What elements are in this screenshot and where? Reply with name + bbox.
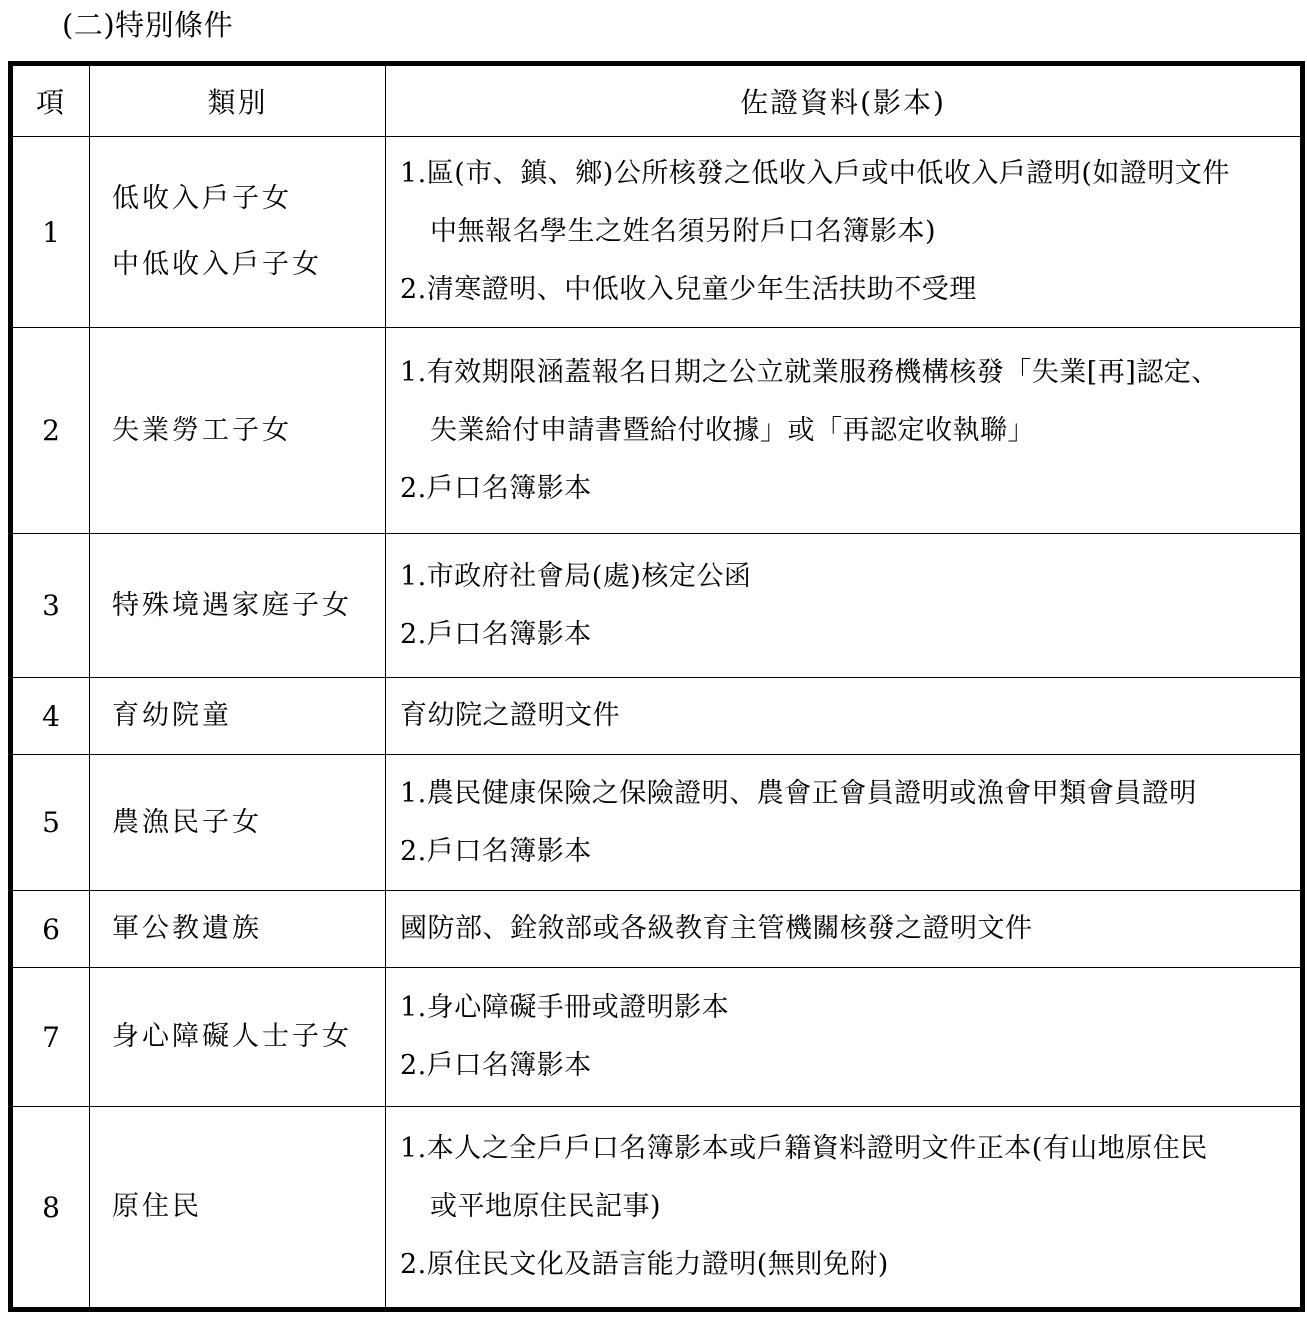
cell-category <box>90 891 386 968</box>
category-line: 育幼院童 <box>112 700 232 731</box>
table-header-row <box>11 64 1303 137</box>
category-line: 身心障礙人士子女 <box>112 1021 352 1052</box>
document-line: 1.市政府社會局(處)核定公函 <box>400 560 752 592</box>
cell-category <box>90 755 386 891</box>
cell-category <box>90 328 386 534</box>
column-header-item <box>11 64 90 137</box>
table-row <box>11 1107 1303 1310</box>
cell-category <box>90 534 386 678</box>
cell-item-number: 1 <box>11 137 90 328</box>
cell-category <box>90 137 386 328</box>
document-line: 育幼院之證明文件 <box>400 700 620 731</box>
category-line: 中低收入戶子女 <box>112 249 322 280</box>
cell-documents <box>386 534 1303 678</box>
cell-item-number: 2 <box>11 328 90 534</box>
column-header-documents <box>386 64 1303 137</box>
table-row <box>11 891 1303 968</box>
column-header-documents-label: 佐證資料(影本) <box>740 86 946 119</box>
cell-item-number: 8 <box>11 1107 90 1310</box>
table-row <box>11 968 1303 1107</box>
document-line: 2.戶口名簿影本 <box>400 1050 592 1081</box>
cell-documents <box>386 678 1303 755</box>
category-line: 失業勞工子女 <box>112 414 292 446</box>
cell-documents <box>386 891 1303 968</box>
cell-item-number: 4 <box>11 678 90 755</box>
cell-item-number: 6 <box>11 891 90 968</box>
column-header-category-label: 類別 <box>207 86 268 119</box>
category-line: 原住民 <box>112 1191 202 1222</box>
document-line: 失業給付申請書暨給付收據」或「再認定收執聯」 <box>430 414 1035 446</box>
column-header-item-label: 項 <box>35 86 66 119</box>
table-body <box>11 137 1303 1310</box>
table-row <box>11 678 1303 755</box>
table-row <box>11 534 1303 678</box>
cell-category <box>90 1107 386 1310</box>
document-line: 1.區(市、鎮、鄉)公所核發之低收入戶或中低收入戶證明(如證明文件 <box>400 158 1230 189</box>
cell-documents <box>386 328 1303 534</box>
document-line: 1.本人之全戶戶口名簿影本或戶籍資料證明文件正本(有山地原住民 <box>400 1133 1208 1164</box>
cell-documents <box>386 755 1303 891</box>
category-line: 低收入戶子女 <box>112 183 292 214</box>
category-line: 農漁民子女 <box>112 806 262 838</box>
cell-category <box>90 678 386 755</box>
special-conditions-table <box>8 61 1305 1312</box>
table-header <box>11 64 1303 137</box>
table-row <box>11 328 1303 534</box>
document-line: 2.戶口名簿影本 <box>400 835 592 867</box>
section-heading: (二)特別條件 <box>62 8 234 42</box>
table-row <box>11 755 1303 891</box>
document-line: 2.戶口名簿影本 <box>400 618 592 650</box>
document-line: 1.身心障礙手冊或證明影本 <box>400 992 730 1023</box>
document-line: 2.戶口名簿影本 <box>400 472 592 504</box>
category-line: 軍公教遺族 <box>112 913 262 944</box>
document-line: 2.清寒證明、中低收入兒童少年生活扶助不受理 <box>400 274 977 305</box>
document-line: 國防部、銓敘部或各級教育主管機關核發之證明文件 <box>400 913 1033 944</box>
cell-documents <box>386 968 1303 1107</box>
cell-item-number: 3 <box>11 534 90 678</box>
special-conditions-table-wrapper <box>8 61 1300 1312</box>
cell-documents <box>386 137 1303 328</box>
table-row <box>11 137 1303 328</box>
cell-category <box>90 968 386 1107</box>
document-line: 1.農民健康保險之保險證明、農會正會員證明或漁會甲類會員證明 <box>400 777 1197 809</box>
cell-item-number: 5 <box>11 755 90 891</box>
cell-item-number: 7 <box>11 968 90 1107</box>
document-line: 1.有效期限涵蓋報名日期之公立就業服務機構核發「失業[再]認定、 <box>400 356 1219 388</box>
document-line: 中無報名學生之姓名須另附戶口名簿影本) <box>430 216 937 247</box>
column-header-category <box>90 64 386 137</box>
category-line: 特殊境遇家庭子女 <box>112 589 352 621</box>
cell-documents <box>386 1107 1303 1310</box>
document-line: 2.原住民文化及語言能力證明(無則免附) <box>400 1249 889 1280</box>
document-line: 或平地原住民記事) <box>430 1191 662 1222</box>
